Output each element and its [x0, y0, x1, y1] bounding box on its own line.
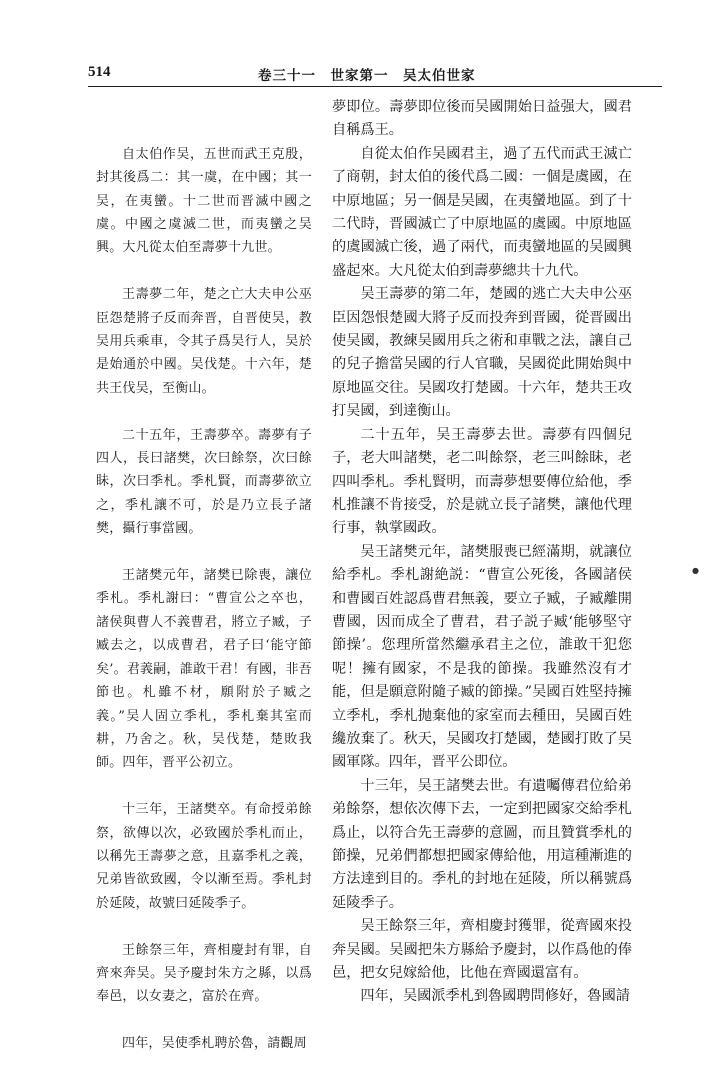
margin-mark: ●	[692, 566, 699, 575]
translation-paragraph: 四年，吴國派季札到魯國聘問修好，魯國請	[360, 988, 630, 1005]
running-title: 卷三十一 世家第一 吴太伯世家	[258, 68, 476, 84]
original-paragraph: 四年，吴使季札聘於魯，請觀周	[122, 1036, 307, 1052]
translation-paragraph: 吴王壽夢的第二年，楚國的逃亡大夫申公巫臣因怨恨楚國大將子反而投奔到晋國，從晋國出使吴國，教練吴國用兵之術和車戰之法，讓自己的兒子擔當吴國的行人官職，吴國從此開始與中原地區交往。吴國攻打楚國。十六年，楚共王攻打吴國，到達衡山。	[332, 286, 632, 420]
translation-paragraph: 十三年，吴王諸樊去世。有遺囑傳君位給弟弟餘祭，想依次傳下去，一定到把國家交給季札爲止，以符合先王壽夢的意圖，而且贊賞季札的節操，兄弟們都想把國家傳給他，用這種漸進的方法達到目的。季札的封地在延陵，所以稱號爲延陵季子。	[332, 777, 632, 911]
translation-paragraph: 二十五年，吴王壽夢去世。壽夢有四個兒子，老大叫諸樊，老二叫餘祭，老三叫餘眛，老四叫季札。季札賢明，而壽夢想要傳位給他，季札推讓不肯接受，於是就立長子諸樊，讓他代理行事，執掌國政。	[332, 426, 632, 537]
original-text-column	[96, 96, 312, 1079]
original-paragraph: 王諸樊元年，諸樊已除喪，讓位季札。季札謝曰：“曹宣公之卒也，諸侯與曹人不義曹君，將立子臧，子臧去之，以成曹君，君子曰‘能守節矣’。君義嗣，誰敢干君！有國，非吾節也。札雖不材，願附於子臧之義。”吴人固立季札，季札棄其室而耕，乃舍之。秋，吴伐楚，楚敗我師。四年，晋平公初立。	[96, 568, 312, 771]
translation-paragraph: 夢即位。壽夢即位後而吴國開始日益强大，國君自稱爲王。	[332, 99, 632, 139]
page-header	[88, 64, 648, 86]
translation-paragraph: 自從太伯作吴國君主，過了五代而武王滅亡了商朝，封太伯的後代爲二國：一個是虞國，在中原地區；另一個是吴國，在夷蠻地區。到了十二代時，晋國滅亡了中原地區的虞國。中原地區的虞國滅亡後，過了兩代，而夷蠻地區的吴國興盛起來。大凡從太伯到壽夢總共十九代。	[332, 145, 632, 279]
translation-paragraph: 吴王諸樊元年，諸樊服喪已經滿期，就讓位給季札。季札謝絶説：“曹宣公死後，各國諸侯和曹國百姓認爲曹君無義，要立子臧，子臧離開曹國，因而成全了曹君，君子説子臧‘能够堅守節操’。您理所當然繼承君主之位，誰敢干犯您呢！擁有國家，不是我的節操。我雖然沒有才能，但是願意附隨子臧的節操。”吴國百姓堅持擁立季札，季札抛棄他的家室而去種田，吴國百姓纔放棄了。秋天，吴國攻打楚國，楚國打敗了吴國軍隊。四年，晋平公即位。	[332, 543, 632, 771]
page-number: 514	[88, 64, 111, 80]
translation-text-column	[332, 96, 632, 1009]
original-paragraph: 自太伯作吴，五世而武王克殷，封其後爲二：其一虞，在中國；其一吴，在夷蠻。十二世而晋滅中國之虞。中國之虞滅二世，而夷蠻之吴興。大凡從太伯至壽夢十九世。	[96, 146, 312, 256]
translation-paragraph: 吴王餘祭三年，齊相慶封獲罪，從齊國來投奔吴國。吴國把朱方縣給予慶封，以作爲他的俸邑，把女兒嫁給他，比他在齊國還富有。	[332, 918, 632, 982]
original-paragraph: 王壽夢二年，楚之亡大夫申公巫臣怨楚將子反而奔晋，自晋使吴，教吴用兵乘車，令其子爲吴行人，吴於是始通於中國。吴伐楚。十六年，楚共王伐吴，至衡山。	[96, 287, 312, 396]
header-rule	[88, 86, 662, 87]
original-paragraph: 二十五年，王壽夢卒。壽夢有子四人，長曰諸樊，次曰餘祭，次曰餘眛，次曰季札。季札賢，而壽夢欲立之，季札讓不可，於是乃立長子諸樊，攝行事當國。	[96, 427, 312, 537]
original-paragraph: 王餘祭三年，齊相慶封有罪，自齊來奔吴。吴予慶封朱方之縣，以爲奉邑，以女妻之，富於在齊。	[96, 942, 312, 1005]
original-paragraph: 十三年，王諸樊卒。有命授弟餘祭，欲傳以次，必致國於季札而止，以稱先王壽夢之意，且嘉季札之義，兄弟皆欲致國，令以漸至焉。季札封於延陵，故號曰延陵季子。	[96, 802, 312, 911]
